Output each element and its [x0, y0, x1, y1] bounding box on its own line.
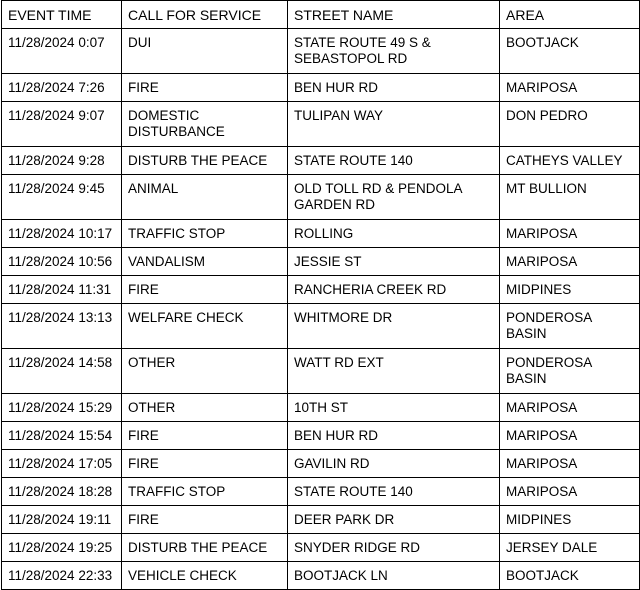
cell-event-time: 11/28/2024 19:11 [2, 506, 122, 534]
cell-area: MT BULLION [500, 175, 640, 220]
cell-street-name: WHITMORE DR [288, 304, 500, 349]
cell-call-for-service: FIRE [122, 506, 288, 534]
header-call-for-service: CALL FOR SERVICE [122, 1, 288, 29]
cell-street-name: STATE ROUTE 49 S & SEBASTOPOL RD [288, 29, 500, 74]
cell-area: MARIPOSA [500, 450, 640, 478]
table-row [2, 478, 640, 506]
cell-call-for-service: TRAFFIC STOP [122, 220, 288, 248]
cell-street-name: RANCHERIA CREEK RD [288, 276, 500, 304]
table-row [2, 102, 640, 147]
cell-event-time: 11/28/2024 22:33 [2, 562, 122, 590]
cell-area: MARIPOSA [500, 478, 640, 506]
cell-street-name: OLD TOLL RD & PENDOLA GARDEN RD [288, 175, 500, 220]
table-row [2, 29, 640, 74]
cell-street-name: ROLLING [288, 220, 500, 248]
header-area: AREA [500, 1, 640, 29]
cell-call-for-service: DOMESTIC DISTURBANCE [122, 102, 288, 147]
table-row [2, 175, 640, 220]
cell-call-for-service: FIRE [122, 450, 288, 478]
table-row [2, 74, 640, 102]
cell-street-name: GAVILIN RD [288, 450, 500, 478]
cell-event-time: 11/28/2024 9:07 [2, 102, 122, 147]
cell-call-for-service: TRAFFIC STOP [122, 478, 288, 506]
cell-area: BOOTJACK [500, 562, 640, 590]
cell-call-for-service: OTHER [122, 349, 288, 394]
cell-area: MARIPOSA [500, 394, 640, 422]
cell-area: PONDEROSA BASIN [500, 304, 640, 349]
cell-area: BOOTJACK [500, 29, 640, 74]
cell-area: JERSEY DALE [500, 534, 640, 562]
cell-street-name: WATT RD EXT [288, 349, 500, 394]
cell-event-time: 11/28/2024 15:29 [2, 394, 122, 422]
cell-event-time: 11/28/2024 13:13 [2, 304, 122, 349]
table-row [2, 304, 640, 349]
table-row [2, 349, 640, 394]
cell-call-for-service: FIRE [122, 74, 288, 102]
cell-event-time: 11/28/2024 18:28 [2, 478, 122, 506]
cell-event-time: 11/28/2024 7:26 [2, 74, 122, 102]
cell-area: CATHEYS VALLEY [500, 147, 640, 175]
cell-area: MARIPOSA [500, 422, 640, 450]
cell-event-time: 11/28/2024 17:05 [2, 450, 122, 478]
cell-event-time: 11/28/2024 10:17 [2, 220, 122, 248]
header-street-name: STREET NAME [288, 1, 500, 29]
cell-street-name: SNYDER RIDGE RD [288, 534, 500, 562]
cell-call-for-service: ANIMAL [122, 175, 288, 220]
cell-call-for-service: DISTURB THE PEACE [122, 147, 288, 175]
header-event-time: EVENT TIME [2, 1, 122, 29]
cell-event-time: 11/28/2024 15:54 [2, 422, 122, 450]
table-row [2, 534, 640, 562]
cell-street-name: BOOTJACK LN [288, 562, 500, 590]
table-row [2, 248, 640, 276]
table-row [2, 422, 640, 450]
cell-event-time: 11/28/2024 9:28 [2, 147, 122, 175]
cell-street-name: 10TH ST [288, 394, 500, 422]
table-header-row [2, 1, 640, 29]
cell-call-for-service: DUI [122, 29, 288, 74]
call-log-table [1, 0, 640, 590]
cell-area: MARIPOSA [500, 220, 640, 248]
cell-street-name: JESSIE ST [288, 248, 500, 276]
table-row [2, 220, 640, 248]
cell-area: MARIPOSA [500, 74, 640, 102]
cell-event-time: 11/28/2024 14:58 [2, 349, 122, 394]
table-row [2, 276, 640, 304]
cell-event-time: 11/28/2024 11:31 [2, 276, 122, 304]
cell-area: PONDEROSA BASIN [500, 349, 640, 394]
cell-call-for-service: OTHER [122, 394, 288, 422]
cell-area: DON PEDRO [500, 102, 640, 147]
cell-area: MIDPINES [500, 506, 640, 534]
cell-event-time: 11/28/2024 10:56 [2, 248, 122, 276]
cell-call-for-service: VANDALISM [122, 248, 288, 276]
cell-street-name: BEN HUR RD [288, 74, 500, 102]
cell-call-for-service: VEHICLE CHECK [122, 562, 288, 590]
table-row [2, 450, 640, 478]
cell-street-name: STATE ROUTE 140 [288, 478, 500, 506]
table-row [2, 562, 640, 590]
cell-call-for-service: DISTURB THE PEACE [122, 534, 288, 562]
cell-street-name: BEN HUR RD [288, 422, 500, 450]
cell-area: MIDPINES [500, 276, 640, 304]
cell-call-for-service: WELFARE CHECK [122, 304, 288, 349]
cell-street-name: STATE ROUTE 140 [288, 147, 500, 175]
cell-event-time: 11/28/2024 9:45 [2, 175, 122, 220]
cell-event-time: 11/28/2024 0:07 [2, 29, 122, 74]
cell-event-time: 11/28/2024 19:25 [2, 534, 122, 562]
cell-street-name: DEER PARK DR [288, 506, 500, 534]
table-row [2, 394, 640, 422]
cell-street-name: TULIPAN WAY [288, 102, 500, 147]
cell-area: MARIPOSA [500, 248, 640, 276]
table-row [2, 147, 640, 175]
cell-call-for-service: FIRE [122, 276, 288, 304]
cell-call-for-service: FIRE [122, 422, 288, 450]
table-row [2, 506, 640, 534]
